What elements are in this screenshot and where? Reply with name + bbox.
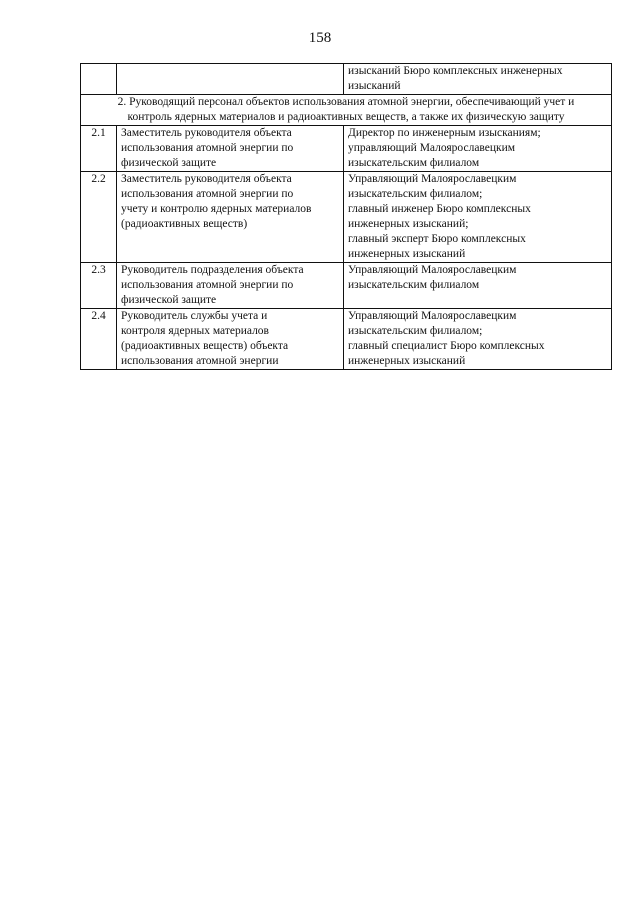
- section-header-line: контроль ядерных материалов и радиоактивных веществ, а также их физическую защиту: [127, 111, 565, 123]
- position-line: использования атомной энергии по: [121, 142, 294, 154]
- responsible-cell: [344, 309, 612, 370]
- responsible-line: инженерных изысканий;: [348, 218, 469, 230]
- section-header-line: 2. Руководящий персонал объектов использования атомной энергии, обеспечивающий учет и: [117, 96, 575, 108]
- responsible-cell: [344, 172, 612, 263]
- position-cell: [117, 172, 344, 263]
- row-number-cell: 2.4: [81, 309, 117, 370]
- position-line: (радиоактивных веществ): [121, 218, 248, 230]
- responsible-line: изысканий: [348, 80, 401, 92]
- responsible-cell: [344, 64, 612, 95]
- position-line: физической защите: [121, 157, 217, 169]
- responsible-line: изысканий Бюро комплексных инженерных: [348, 65, 563, 77]
- table-row: [81, 126, 612, 172]
- responsible-line: Директор по инженерным изысканиям;: [348, 127, 541, 139]
- table-row: [81, 309, 612, 370]
- position-line: использования атомной энергии: [121, 355, 279, 367]
- row-number-cell: 2.3: [81, 263, 117, 309]
- responsible-line: главный инженер Бюро комплексных: [348, 203, 531, 215]
- responsible-line: Управляющий Малоярославецким: [348, 173, 517, 185]
- position-line: использования атомной энергии по: [121, 188, 294, 200]
- responsible-cell: [344, 126, 612, 172]
- position-line: использования атомной энергии по: [121, 279, 294, 291]
- page-number: 158: [308, 30, 332, 46]
- position-line: (радиоактивных веществ) объекта: [121, 340, 289, 352]
- responsible-line: изыскательским филиалом;: [348, 188, 483, 200]
- section-header-row: [81, 95, 612, 126]
- position-line: Заместитель руководителя объекта: [121, 173, 292, 185]
- position-line: Руководитель службы учета и: [121, 310, 268, 322]
- position-line: Руководитель подразделения объекта: [121, 264, 304, 276]
- position-cell: [117, 64, 344, 95]
- position-cell: [117, 126, 344, 172]
- responsible-line: инженерных изысканий: [348, 248, 466, 260]
- table-row: [81, 263, 612, 309]
- position-cell: [117, 309, 344, 370]
- responsibility-table: [80, 63, 612, 370]
- responsible-line: изыскательским филиалом;: [348, 325, 483, 337]
- responsible-line: главный специалист Бюро комплексных: [348, 340, 545, 352]
- responsible-cell: [344, 263, 612, 309]
- responsible-line: управляющий Малоярославецким: [348, 142, 516, 154]
- responsible-line: Управляющий Малоярославецким: [348, 310, 517, 322]
- responsible-line: Управляющий Малоярославецким: [348, 264, 517, 276]
- table-row: [81, 172, 612, 263]
- responsible-line: изыскательским филиалом: [348, 157, 480, 169]
- position-line: Заместитель руководителя объекта: [121, 127, 292, 139]
- row-number-cell: [81, 64, 117, 95]
- row-number-cell: 2.1: [81, 126, 117, 172]
- position-cell: [117, 263, 344, 309]
- position-line: учету и контролю ядерных материалов: [121, 203, 312, 215]
- position-line: контроля ядерных материалов: [121, 325, 269, 337]
- row-number-cell: 2.2: [81, 172, 117, 263]
- responsible-line: инженерных изысканий: [348, 355, 466, 367]
- table-row-continuation: [81, 64, 612, 95]
- responsible-line: изыскательским филиалом: [348, 279, 480, 291]
- responsible-line: главный эксперт Бюро комплексных: [348, 233, 526, 245]
- position-line: физической защите: [121, 294, 217, 306]
- section-header-cell: [81, 95, 612, 126]
